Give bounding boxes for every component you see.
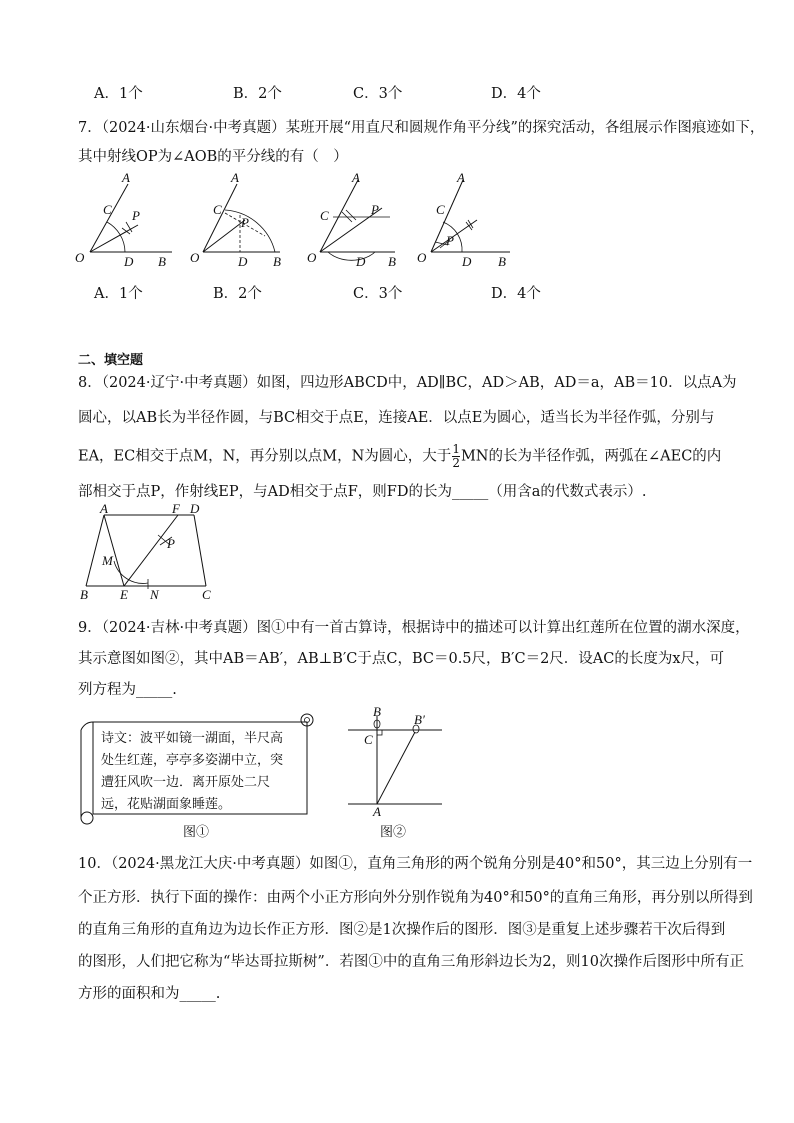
q10-text-line2: 个正方形．执行下面的操作：由两个小正方形向外分别作锐角为40°和50°的直角三角形，再分别以所得到 [78,890,753,906]
q8-label-n: N [150,587,159,602]
q10-text-line1: 10．（2024·黑龙江大庆·中考真题）如图①，直角三角形的两个锐角分别是40°和50°，其三边上分别有一 [78,856,753,872]
q9f2-label-b-prime: B′ [414,712,425,727]
q7-figure-1 [75,170,172,269]
q7f4-label-p: P [446,233,454,248]
q8-text-line3a: EA，EC相交于点M，N，再分别以点M，N为圆心，大于 [78,448,452,465]
q7f3-label-p: P [371,202,379,217]
q9-poem-line1: 诗文：波平如镜一湖面，半尺高 [101,731,284,746]
q8-fraction-numerator: 1 [452,442,460,456]
q7f2-label-p: P [241,215,249,230]
q7f2-label-c: C [213,202,222,217]
q7-option-a: A．1个 [94,286,143,302]
q7f3-label-b: B [388,254,396,269]
q9f2-label-c: C [364,732,373,747]
q7f4-label-c: C [436,202,445,217]
q6-option-c: C．3个 [353,86,403,102]
q7-text-line1: 7．（2024·山东烟台·中考真题）某班开展“用直尺和圆规作角平分线”的探究活动，各组展示作图痕迹如下， [78,120,765,136]
q9-poem [101,728,283,816]
q8-label-p: P [167,536,175,551]
q6-option-d: D．4个 [491,86,541,102]
q7-figure-4 [417,170,510,269]
q9-text-line1: 9．（2024·吉林·中考真题）图①中有一首古算诗，根据诗中的描述可以计算出红莲所在位置的湖水深度， [78,620,750,636]
q8-text-line1: 8．（2024·辽宁·中考真题）如图，四边形ABCD中，AD∥BC，AD＞AB，AD＝a，AB＝10．以点A为 [78,375,737,391]
q7f2-label-o: O [190,250,200,265]
q7f1-label-d: D [124,254,134,269]
q8-figure [80,503,220,603]
q7-figure-2 [190,170,281,269]
q8-text-line3b: MN的长为半径作弧，两弧在∠AEC的内 [460,448,722,465]
q9f2-label-b: B [373,706,381,719]
q8-label-a: A [100,503,108,516]
q7-option-c: C．3个 [353,286,403,302]
q8-text-line3 [78,443,721,470]
q9-figure2-caption: 图② [380,825,407,840]
q9-figure1-caption: 图① [183,825,210,840]
q9-text-line2: 其示意图如图②，其中AB＝AB′，AB⊥B′C于点C，BC＝0.5尺，B′C＝2尺．设AC的长度为x尺，可 [78,651,725,667]
q6-option-a: A．1个 [94,86,143,102]
q10-text-line4: 的图形，人们把它称为“毕达哥拉斯树”．若图①中的直角三角形斜边长为2，则10次操作后图形中所有正 [78,954,744,970]
q8-label-c: C [202,587,211,602]
q7f4-label-o: O [417,250,427,265]
section-title-fill-blank: 二、填空题 [78,353,144,368]
q8-fraction [452,443,460,470]
q8-text-line4: 部相交于点P，作射线EP，与AD相交于点F，则FD的长为_____（用含a的代数式表示）. [78,484,647,500]
q9f2-label-a: A [373,804,381,816]
q7f4-label-b: B [498,254,506,269]
q9-figure2 [340,706,450,816]
q8-label-e: E [120,587,128,602]
q8-label-f: F [172,503,180,516]
q7f1-label-p: P [132,208,140,223]
q7-option-d: D．4个 [491,286,541,302]
q7-text-line2: 其中射线OP为∠AOB的平分线的有（ ） [78,149,348,165]
q7f3-label-d: D [356,254,366,269]
q7f1-label-c: C [103,202,112,217]
q8-fraction-denominator: 2 [452,456,460,470]
q7f2-label-d: D [238,254,248,269]
q7f1-label-b: B [158,254,166,269]
q7f3-label-o: O [307,250,317,265]
q7f4-label-a: A [457,170,465,185]
q7-figures [70,170,530,270]
q9-text-line3: 列方程为_____. [78,682,177,698]
q7f1-label-o: O [75,250,85,265]
q7f4-label-d: D [462,254,472,269]
q6-option-b: B．2个 [233,86,282,102]
q7f3-label-c: C [320,208,329,223]
q10-text-line5: 方形的面积和为_____. [78,986,221,1002]
q7-figure-3 [307,170,396,269]
q8-label-m: M [102,553,113,568]
q8-text-line2: 圆心，以AB长为半径作圆，与BC相交于点E，连接AE．以点E为圆心，适当长为半径作弧，分别与 [78,410,715,426]
q7f2-label-a: A [231,170,239,185]
q8-label-d: D [190,503,200,516]
q7f3-label-a: A [352,170,360,185]
q7f2-label-b: B [273,254,281,269]
q9-poem-line2: 处生红莲，亭亭多姿湖中立，突 [101,753,284,768]
q7-option-b: B．2个 [213,286,262,302]
q10-text-line3: 的直角三角形的直角边为边长作正方形．图②是1次操作后的图形．图③是重复上述步骤若干次后得到 [78,922,726,938]
q8-label-b: B [80,587,88,602]
q9-poem-line4: 远，花贴湖面象睡莲。 [101,797,232,812]
q7f1-label-a: A [122,170,130,185]
q9-poem-line3: 遭狂风吹一边．离开原处二尺 [101,775,271,790]
